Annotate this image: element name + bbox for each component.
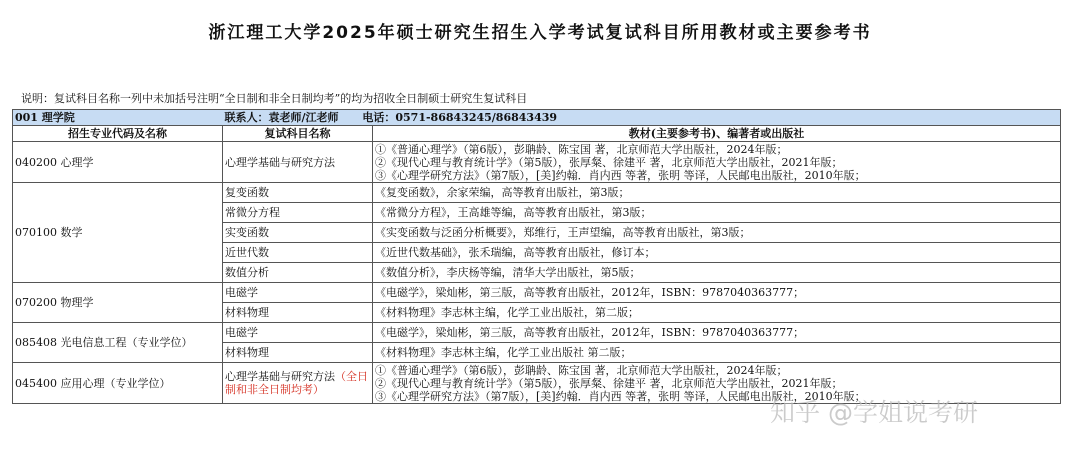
book-line: 《近世代数基础》，张禾瑞编，高等教育出版社，修订本； <box>375 246 656 259</box>
books-cell <box>373 183 1061 203</box>
college-contact <box>223 110 1061 126</box>
subject-cell: 电磁学 <box>223 283 373 303</box>
book-line: ①《普通心理学》（第6版），彭聃龄、陈宝国 著，北京师范大学出版社，2024年版； <box>375 142 788 156</box>
table-row <box>13 283 1061 303</box>
header-subject: 复试科目名称 <box>223 126 373 142</box>
table-row <box>13 363 1061 404</box>
subject-cell: 近世代数 <box>223 243 373 263</box>
subject-cell: 实变函数 <box>223 223 373 243</box>
book-line: 《常微分方程》，王高雄等编，高等教育出版社，第3版； <box>375 206 652 219</box>
header-major: 招生专业代码及名称 <box>13 126 223 142</box>
book-line: ③《心理学研究方法》（第7版），[美]约翰．肖内西 等著，张明 等译，人民邮电出版社，2010年版； <box>375 389 866 403</box>
subject-cell: 材料物理 <box>223 343 373 363</box>
books-cell <box>373 243 1061 263</box>
books-cell <box>373 323 1061 343</box>
contact-phone: 电话：0571-86843245/86843439 <box>362 111 558 124</box>
books-cell <box>373 283 1061 303</box>
major-cell: 040200 心理学 <box>13 142 223 183</box>
reference-books-table <box>12 109 1061 404</box>
subject-cell: 数值分析 <box>223 263 373 283</box>
table-row <box>13 323 1061 343</box>
watermark: 知乎 @学姐说考研 <box>770 398 978 427</box>
subject-name: 心理学基础与研究方法 <box>225 370 335 383</box>
subject-note: （全日制和非全日制均考） <box>225 370 368 396</box>
major-cell: 085408 光电信息工程（专业学位） <box>13 323 223 363</box>
subject-cell: 复变函数 <box>223 183 373 203</box>
major-cell: 070100 数学 <box>13 183 223 283</box>
book-line: 《材料物理》李志林主编，化学工业出版社 第二版； <box>375 346 632 359</box>
book-line: 《材料物理》李志林主编，化学工业出版社，第二版； <box>375 306 639 319</box>
books-cell <box>373 223 1061 243</box>
books-cell <box>373 363 1061 404</box>
book-line: 《数值分析》，李庆杨等编，清华大学出版社，第5版； <box>375 266 641 279</box>
table-row <box>13 183 1061 203</box>
subject-cell: 心理学基础与研究方法 <box>223 142 373 183</box>
contact-person: 联系人：袁老师/江老师 <box>224 111 339 124</box>
college-name: 001 理学院 <box>13 110 223 126</box>
book-line: ②《现代心理与教育统计学》（第5版），张厚粲、徐建平 著，北京师范大学出版社，2021年版； <box>375 155 843 169</box>
header-books: 教材(主要参考书)、编著者或出版社 <box>373 126 1061 142</box>
books-cell <box>373 263 1061 283</box>
book-line: 《电磁学》，梁灿彬，第三版，高等教育出版社，2012年，ISBN：9787040363777； <box>375 326 805 339</box>
subject-cell: 材料物理 <box>223 303 373 323</box>
book-line: 《实变函数与泛函分析概要》，郑维行，王声望编，高等教育出版社，第3版； <box>375 226 751 239</box>
major-cell: 070200 物理学 <box>13 283 223 323</box>
book-line: ②《现代心理与教育统计学》（第5版），张厚粲、徐建平 著，北京师范大学出版社，2021年版； <box>375 376 843 390</box>
explanation-note: 说明：复试科目名称一列中未加括号注明“全日制和非全日制均考”的均为招收全日制硕士研究生复试科目 <box>21 92 528 105</box>
book-line: ③《心理学研究方法》（第7版），[美]约翰．肖内西 等著，张明 等译，人民邮电出版社，2010年版； <box>375 168 866 182</box>
book-line: 《电磁学》，梁灿彬，第三版，高等教育出版社，2012年，ISBN：9787040363777； <box>375 286 805 299</box>
books-cell <box>373 142 1061 183</box>
college-header-row <box>13 110 1061 126</box>
book-line: ①《普通心理学》（第6版），彭聃龄、陈宝国 著，北京师范大学出版社，2024年版； <box>375 363 788 377</box>
table-row <box>13 142 1061 183</box>
column-header-row <box>13 126 1061 142</box>
page-title: 浙江理工大学2025年硕士研究生招生入学考试复试科目所用教材或主要参考书 <box>208 23 872 43</box>
books-cell <box>373 303 1061 323</box>
books-cell <box>373 343 1061 363</box>
subject-cell: 常微分方程 <box>223 203 373 223</box>
major-cell: 045400 应用心理（专业学位） <box>13 363 223 404</box>
subject-cell <box>223 363 373 404</box>
books-cell <box>373 203 1061 223</box>
book-line: 《复变函数》，余家荣编，高等教育出版社，第3版； <box>375 186 630 199</box>
subject-cell: 电磁学 <box>223 323 373 343</box>
